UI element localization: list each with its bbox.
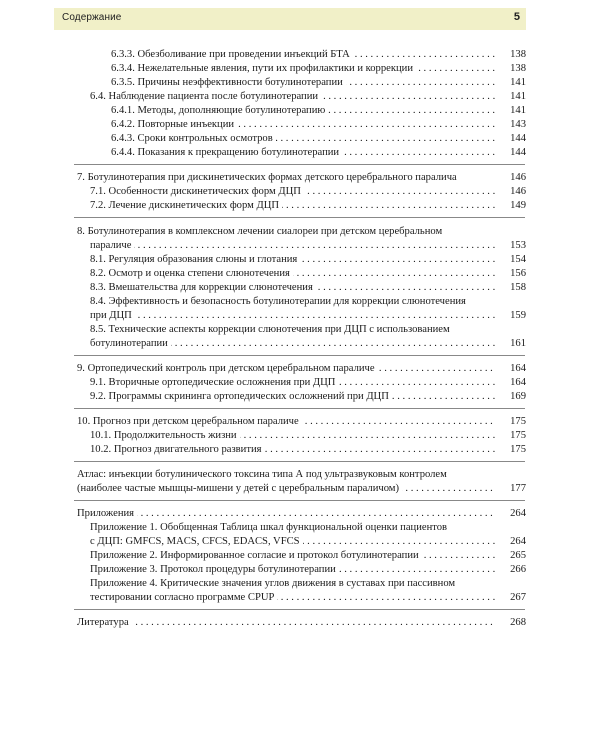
toc-entry: . . . 6.4.4. Показания к прекращению ботулинотерапии bbox=[111, 146, 495, 159]
toc-page: 159 bbox=[496, 309, 526, 322]
section-divider bbox=[74, 500, 525, 501]
toc-page: 265 bbox=[496, 549, 526, 562]
section-divider bbox=[74, 217, 525, 218]
section-divider bbox=[74, 164, 525, 165]
toc-entry: . . . 8.1. Регуляция образования слюны и глотания bbox=[90, 253, 495, 266]
toc-entry: . . . 9.2. Программы скрининга ортопедических осложнений при ДЦП bbox=[90, 390, 495, 403]
toc-entry: . . . Приложение 3. Протокол процедуры ботулинотерапии bbox=[90, 563, 495, 576]
header-page-number: 5 bbox=[513, 11, 520, 23]
toc-section-title: 8. Ботулинотерапия в комплексном лечении сиалореи при детском церебральном bbox=[77, 225, 517, 238]
toc-entry: 8.4. Эффективность и безопасность ботулинотерапии для коррекции слюнотечения bbox=[90, 295, 526, 308]
toc-entry-cont: . . . с ДЦП: GMFCS, MACS, CFCS, EDACS, VFCS bbox=[90, 535, 495, 548]
toc-page: 143 bbox=[496, 118, 526, 131]
toc-entry: . . . Приложение 2. Информированное согласие и протокол ботулинотерапии bbox=[90, 549, 495, 562]
toc-page: 153 bbox=[496, 239, 526, 252]
toc-page: 264 bbox=[496, 535, 526, 548]
section-divider bbox=[74, 355, 525, 356]
toc-entry: . . . 6.4. Наблюдение пациента после ботулинотерапии bbox=[90, 90, 495, 103]
header-title: Содержание bbox=[62, 12, 122, 23]
toc-page: 158 bbox=[496, 281, 526, 294]
toc-page: 175 bbox=[496, 415, 526, 428]
toc-page: 164 bbox=[496, 362, 526, 375]
toc-section-title: . . . Приложения bbox=[77, 507, 495, 520]
toc-page: 138 bbox=[496, 62, 526, 75]
toc-entry: . . . 6.4.1. Методы, дополняющие ботулинотерапию bbox=[111, 104, 495, 117]
toc-page: 266 bbox=[496, 563, 526, 576]
toc-entry: . . . 6.4.3. Сроки контрольных осмотров bbox=[111, 132, 495, 145]
toc-page: 154 bbox=[496, 253, 526, 266]
toc-page: 164 bbox=[496, 376, 526, 389]
toc-entry: . . . 6.3.5. Причины неэффективности ботулинотерапии bbox=[111, 76, 495, 89]
toc-page: 175 bbox=[496, 429, 526, 442]
toc-entry: Приложение 1. Обобщенная Таблица шкал функциональной оценки пациентов bbox=[90, 521, 526, 534]
toc-page: 175 bbox=[496, 443, 526, 456]
toc-entry: . . . 7.2. Лечение дискинетических форм ДЦП bbox=[90, 199, 495, 212]
section-divider bbox=[74, 609, 525, 610]
toc-page: 161 bbox=[496, 337, 526, 350]
toc-section-title-cont: . . . параличе bbox=[90, 239, 495, 252]
toc-entry: . . . 9.1. Вторичные ортопедические осложнения при ДЦП bbox=[90, 376, 495, 389]
toc-section-title-cont: . . . (наиболее частые мышцы-мишени у детей с церебральным параличом) bbox=[77, 482, 495, 495]
toc-page: 138 bbox=[496, 48, 526, 61]
toc-page: 141 bbox=[496, 90, 526, 103]
toc-page: 146 bbox=[496, 171, 526, 184]
toc-section-title: Атлас: инъекции ботулинического токсина типа А под ультразвуковым контролем bbox=[77, 468, 526, 481]
toc-page: 267 bbox=[496, 591, 526, 604]
running-header bbox=[54, 8, 526, 30]
toc-page: 268 bbox=[496, 616, 526, 629]
section-divider bbox=[74, 461, 525, 462]
toc-page: 264 bbox=[496, 507, 526, 520]
section-divider bbox=[74, 408, 525, 409]
toc-page: 141 bbox=[496, 76, 526, 89]
toc-entry: . . . 8.2. Осмотр и оценка степени слюнотечения bbox=[90, 267, 495, 280]
toc-page: 149 bbox=[496, 199, 526, 212]
toc-page: 144 bbox=[496, 146, 526, 159]
toc-entry-cont: . . . ботулинотерапии bbox=[90, 337, 495, 350]
toc-page: 169 bbox=[496, 390, 526, 403]
toc-entry: . . . 7.1. Особенности дискинетических форм ДЦП bbox=[90, 185, 495, 198]
toc-section-title: . . . 9. Ортопедический контроль при детском церебральном параличе bbox=[77, 362, 495, 375]
toc-entry: . . . 10.1. Продолжительность жизни bbox=[90, 429, 495, 442]
toc-page: 141 bbox=[496, 104, 526, 117]
toc-section-title: 7. Ботулинотерапия при дискинетических формах детского церебрального паралича bbox=[77, 171, 495, 184]
toc-page: 177 bbox=[496, 482, 526, 495]
toc-page: 144 bbox=[496, 132, 526, 145]
toc-entry: . . . 6.3.4. Нежелательные явления, пути их профилактики и коррекции bbox=[111, 62, 495, 75]
toc-entry: . . . 10.2. Прогноз двигательного развития bbox=[90, 443, 495, 456]
toc-entry: . . . 6.3.3. Обезболивание при проведении инъекций БТА bbox=[111, 48, 495, 61]
toc-page: 146 bbox=[496, 185, 526, 198]
toc-entry: Приложение 4. Критические значения углов движения в суставах при пассивном bbox=[90, 577, 526, 590]
toc-entry-cont: . . . при ДЦП bbox=[90, 309, 495, 322]
toc-entry: . . . 8.3. Вмешательства для коррекции слюнотечения bbox=[90, 281, 495, 294]
toc-entry: 8.5. Технические аспекты коррекции слюнотечения при ДЦП с использованием bbox=[90, 323, 526, 336]
toc-section-title: . . . Литература bbox=[77, 616, 495, 629]
toc-entry: . . . 6.4.2. Повторные инъекции bbox=[111, 118, 495, 131]
toc-section-title: . . . 10. Прогноз при детском церебральном параличе bbox=[77, 415, 495, 428]
toc-entry-cont: . . . тестировании согласно программе CPUP bbox=[90, 591, 495, 604]
toc-page: 156 bbox=[496, 267, 526, 280]
